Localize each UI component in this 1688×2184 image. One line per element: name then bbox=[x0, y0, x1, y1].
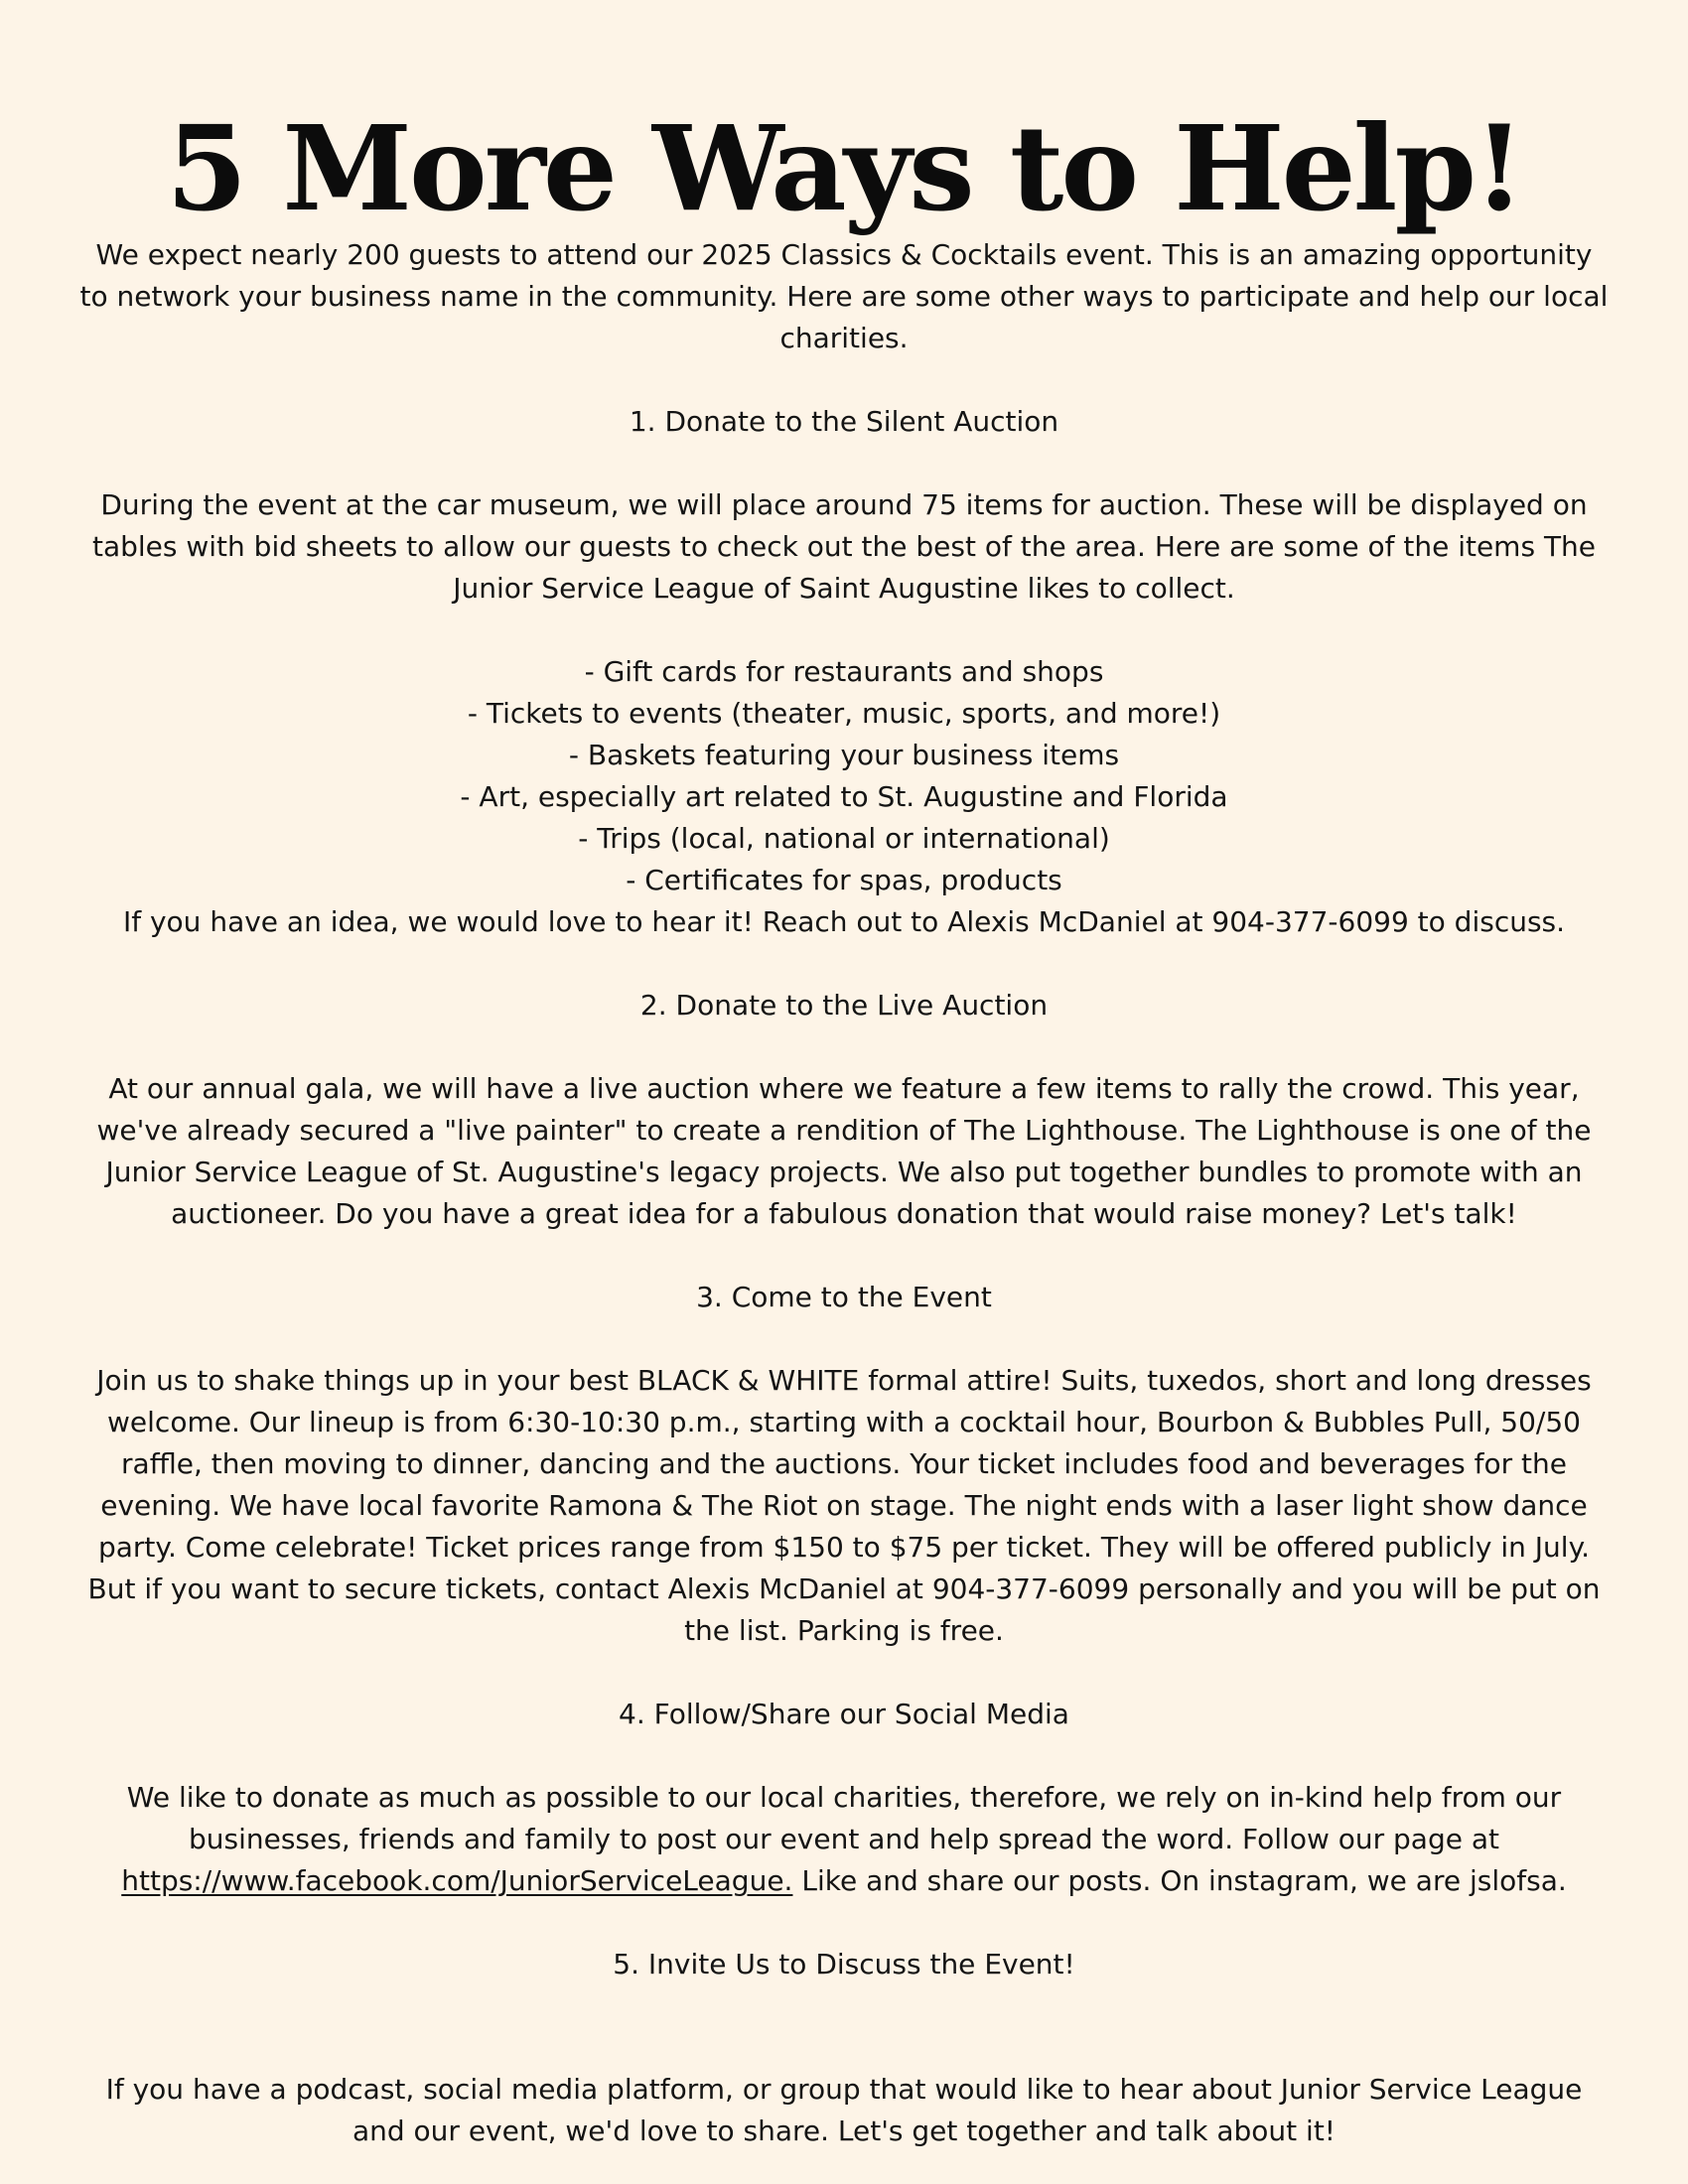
list-item: - Certificates for spas, products bbox=[626, 864, 1062, 896]
spacer bbox=[79, 1985, 1609, 2069]
section-4-body-text-end: Like and share our posts. On instagram, we are jslofsa. bbox=[792, 1864, 1567, 1897]
list-item: - Tickets to events (theater, music, sports, and more!) bbox=[467, 697, 1221, 730]
spacer bbox=[79, 1026, 1609, 1068]
section-2-heading: 2. Donate to the Live Auction bbox=[639, 989, 1049, 1022]
intro-paragraph: We expect nearly 200 guests to attend our 2025 Classics & Cocktails event. This is an amazing opportunity to network your business name in the community. Here are some other ways to participate and help our local charities. bbox=[79, 238, 1609, 354]
facebook-page-link[interactable]: https://www.facebook.com/JuniorServiceLeague. bbox=[121, 1864, 793, 1897]
section-4-heading: 4. Follow/Share our Social Media bbox=[619, 1698, 1069, 1730]
spacer bbox=[79, 1235, 1609, 1277]
section-3-body: Join us to shake things up in your best BLACK & WHITE formal attire! Suits, tuxedos, short and long dresses welcome. Our lineup is from 6:30-10:30 p.m., starting with a cocktail hour, Bourbon & Bubbles Pull, 50/50 raffle, then moving to dinner, dancing and the auctions. Your ticket includes food and beverages for the evening. We have local favorite Ramona & The Riot on stage. The night ends with a laser light show dance party. Come celebrate! Ticket prices range from $150 to $75 per ticket. They will be offered publicly in July. But if you want to secure tickets, contact Alexis McDaniel at 904-377-6099 personally and you will be put on the list. Parking is free. bbox=[87, 1364, 1601, 1647]
flyer-body bbox=[79, 234, 1609, 2152]
section-1-closing: If you have an idea, we would love to hear it! Reach out to Alexis McDaniel at 904-377-6099 to discuss. bbox=[122, 905, 1566, 938]
section-5-heading: 5. Invite Us to Discuss the Event! bbox=[613, 1948, 1075, 1980]
spacer bbox=[79, 610, 1609, 651]
section-1-heading: 1. Donate to the Silent Auction bbox=[629, 405, 1059, 438]
page-title: 5 More Ways to Help! bbox=[166, 99, 1522, 237]
list-item: - Art, especially art related to St. Augustine and Florida bbox=[460, 780, 1228, 813]
spacer bbox=[79, 443, 1609, 484]
section-5-body: If you have a podcast, social media platform, or group that would like to hear about Junior Service League and our event, we'd love to share. Let's get together and talk about it! bbox=[105, 2073, 1583, 2147]
spacer bbox=[79, 1652, 1609, 1694]
spacer bbox=[79, 943, 1609, 985]
spacer bbox=[79, 1318, 1609, 1360]
section-2-body: At our annual gala, we will have a live auction where we feature a few items to rally the crowd. This year, we've already secured a "live painter" to create a rendition of The Lighthouse. The Lighthouse is one of the Junior Service League of St. Augustine's legacy projects. We also put together bundles to promote with an auctioneer. Do you have a great idea for a fabulous donation that would raise money? Let's talk! bbox=[96, 1072, 1592, 1230]
list-item: - Gift cards for restaurants and shops bbox=[584, 655, 1104, 688]
section-4-body-text: We like to donate as much as possible to our local charities, therefore, we rely on in-kind help from our businesses, friends and family to post our event and help spread the word. Follow our page at bbox=[126, 1781, 1562, 1855]
spacer bbox=[79, 359, 1609, 401]
spacer bbox=[79, 1902, 1609, 1944]
section-4-body bbox=[79, 1777, 1609, 1902]
silent-auction-item-list bbox=[79, 651, 1609, 901]
section-3-heading: 3. Come to the Event bbox=[696, 1281, 992, 1313]
section-1-body: During the event at the car museum, we will place around 75 items for auction. These will be displayed on tables with bid sheets to allow our guests to check out the best of the area. Here are some of the items The Junior Service League of Saint Augustine likes to collect. bbox=[91, 488, 1597, 605]
list-item: - Trips (local, national or international) bbox=[578, 822, 1110, 855]
spacer bbox=[79, 1735, 1609, 1777]
list-item: - Baskets featuring your business items bbox=[568, 739, 1120, 771]
